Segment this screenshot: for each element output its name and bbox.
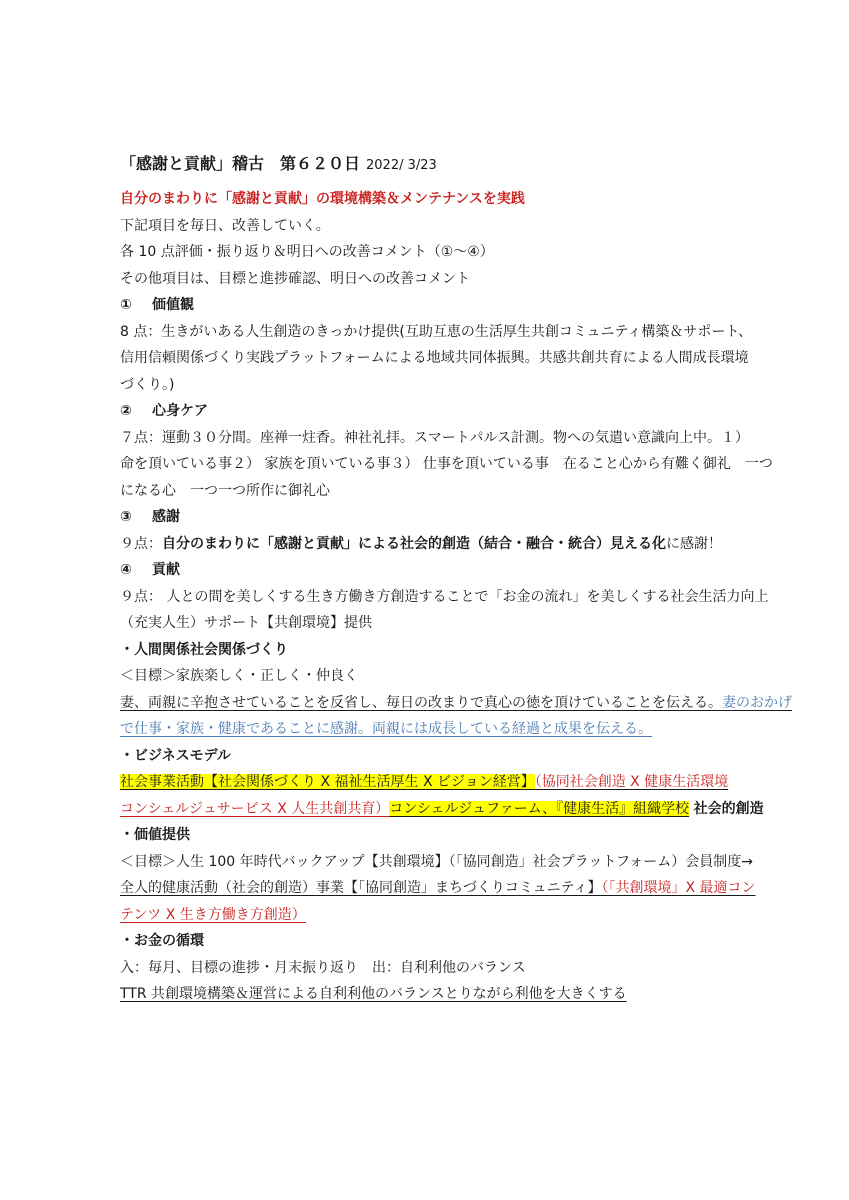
intro-line-1: 下記項目を毎日、改善していく。 <box>120 217 330 234</box>
money-line-2: TTR 共創環境構築＆運営による自利利他のバランスとりながら利他を大きくする <box>120 986 627 1002</box>
relations-line-1 <box>120 690 792 717</box>
relations-line-2: で仕事・家族・健康であることに感謝。両親には成長している経過と成果を伝える。 <box>120 721 652 737</box>
business-highlight-1: 社会事業活動【社会関係づくり X 福祉生活厚生 X ビジョン経営】 <box>120 774 535 790</box>
section-title: 感謝 <box>152 509 180 525</box>
gratitude-line <box>120 531 740 558</box>
section-number: ③ <box>120 509 132 525</box>
intro-line-3: その他項目は、目標と進捗確認、明日への改善コメント <box>120 270 470 287</box>
section-number: ① <box>120 297 132 313</box>
section-number: ④ <box>120 562 132 578</box>
section-title: 心身ケア <box>152 403 208 419</box>
relations-goal: ＜目標＞家族楽しく・正しく・仲良く <box>120 668 358 684</box>
money-line-1: 入：毎月、目標の進捗・月末振り返り 出：自利利他のバランス <box>120 959 526 976</box>
relations-heading: ・人間関係社会関係づくり <box>120 641 288 658</box>
value-heading: ・価値提供 <box>120 827 190 843</box>
section-title: 価値観 <box>152 297 194 313</box>
page-title <box>120 150 740 178</box>
relations-text-black: 妻、両親に辛抱させていることを反省し、毎日の改まりで真心の徳を頂けていることを伝える。 <box>120 694 722 711</box>
title-text: 「感謝と貢献」稽古 第６２０日 <box>120 154 361 173</box>
section-heading-contribution <box>120 557 740 584</box>
business-line-2 <box>120 796 764 823</box>
gratitude-score: ９点： <box>120 535 162 552</box>
mindbody-line-1: ７点：運動３０分間。座禅一炷香。神社礼拝。スマートパルス計測。物への気遣い意識向上中。１） <box>120 429 750 446</box>
business-bold: 社会的創造 <box>693 800 764 817</box>
business-red-2: コンシェルジュサービス X 人生共創共育） <box>120 800 390 817</box>
value-line-3: テンツ X 生き方働き方創造） <box>120 906 306 923</box>
value-line-1: ＜目標＞人生 100 年時代バックアップ【共創環境】（「協同創造」社会プラットフォーム）会員制度→ <box>120 853 753 870</box>
intro-subtitle: 自分のまわりに「感謝と貢献」の環境構築＆メンテナンスを実践 <box>120 191 525 207</box>
intro-line-2: 各 10 点評価・振り返り＆明日への改善コメント（①～④） <box>120 244 494 260</box>
section-heading-gratitude <box>120 504 740 531</box>
gratitude-tail: に感謝！ <box>666 535 722 552</box>
section-heading-values <box>120 292 740 319</box>
value-text-black: 全人的健康活動（社会的創造）事業【「協同創造」まちづくりコミュニティ】 <box>120 880 602 896</box>
document-body <box>120 150 792 1008</box>
values-line-2: 信用信頼関係づくり実践プラットフォームによる地域共同体振興。共感共創共育による人間成長環境 <box>120 350 749 366</box>
value-line-2 <box>120 875 756 902</box>
section-number: ② <box>120 403 132 419</box>
mindbody-line-3: になる心 一つ一つ所作に御礼心 <box>120 482 330 499</box>
business-line-1 <box>120 769 740 796</box>
values-line-3: づくり。) <box>120 376 175 393</box>
mindbody-line-2: 命を頂いている事２） 家族を頂いている事３） 仕事を頂いている事 在ること心から有難く御礼 一つ <box>120 456 773 472</box>
contribution-line-1: ９点： 人との間を美しくする生き方働き方創造することで「お金の流れ」を美しくする社会生活力向上 <box>120 588 769 605</box>
business-heading: ・ビジネスモデル <box>120 747 231 764</box>
business-highlight-2: コンシェルジュファーム、『健康生活』組織学校 <box>389 800 690 817</box>
business-red-1: （協同社会創造 X 健康生活環境 <box>534 774 729 790</box>
value-text-red: （「共創環境」X 最適コン <box>601 880 756 896</box>
section-heading-mindbody <box>120 398 740 425</box>
values-line-1: 8 点：生きがいある人生創造のきっかけ提供(互助互恵の生活厚生共創コミュニティ構築＆サポート、 <box>120 323 753 340</box>
money-heading: ・お金の循環 <box>120 933 204 949</box>
title-date: 2022/ 3/23 <box>366 158 437 173</box>
gratitude-text: 自分のまわりに「感謝と貢献」による社会的創造（結合・融合・統合）見える化 <box>162 535 666 552</box>
relations-text-blue: 妻のおかげ <box>722 694 792 711</box>
section-title: 貢献 <box>152 562 180 578</box>
contribution-line-2: （充実人生）サポート【共創環境】提供 <box>120 615 372 631</box>
